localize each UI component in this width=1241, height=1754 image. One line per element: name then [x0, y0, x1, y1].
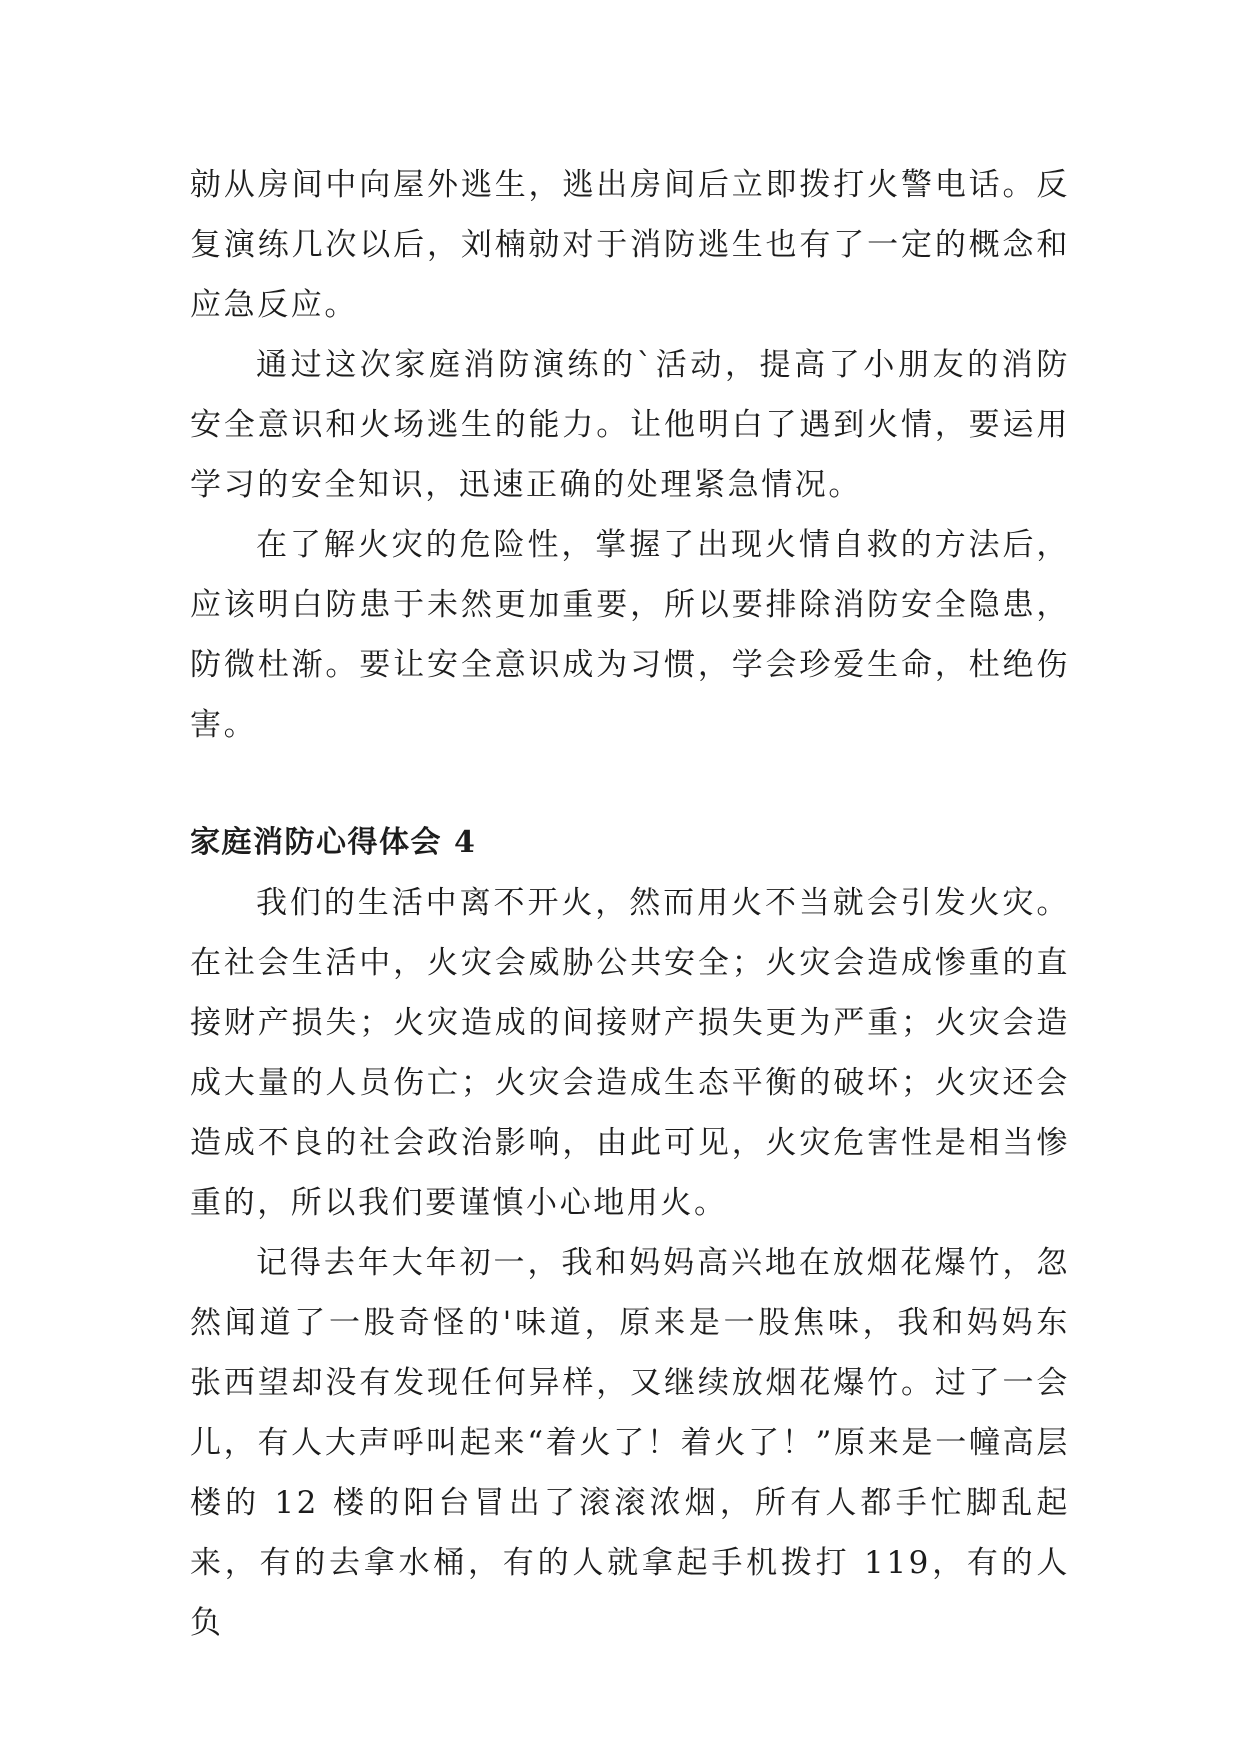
paragraph-new-year-story: 记得去年大年初一，我和妈妈高兴地在放烟花爆竹，忽然闻道了一股奇怪的'味道，原来是一股焦味，我和妈妈东张西望却没有发现任何异样，又继续放烟花爆竹。过了一会儿，有人大声呼叫起来“着火了！着火了！”原来是一幢高层楼的 12 楼的阳台冒出了滚滚浓烟，所有人都手忙脚乱起来，有的去拿水桶，有的人就拿起手机拨打 119，有的人负	[190, 1245, 1070, 1641]
section-heading: 家庭消防心得体会 4	[190, 825, 477, 860]
paragraph-drill-result: 通过这次家庭消防演练的`活动，提高了小朋友的消防安全意识和火场逃生的能力。让他明白了遇到火情，要运用学习的安全知识，迅速正确的处理紧急情况。	[190, 347, 1070, 503]
paragraph-prevention: 在了解火灾的危险性，掌握了出现火情自救的方法后，应该明白防患于未然更加重要，所以要排除消防安全隐患，防微杜渐。要让安全意识成为习惯，学会珍爱生命，杜绝伤害。	[190, 527, 1070, 743]
paragraph-fire-hazards: 我们的生活中离不开火，然而用火不当就会引发火灾。在社会生活中，火灾会威胁公共安全；火灾会造成惨重的直接财产损失；火灾造成的间接财产损失更为严重；火灾会造成大量的人员伤亡；火灾会造成生态平衡的破坏；火灾还会造成不良的社会政治影响，由此可见，火灾危害性是相当惨重的，所以我们要谨慎小心地用火。	[190, 885, 1070, 1221]
paragraph-continued: 勍从房间中向屋外逃生，逃出房间后立即拨打火警电话。反复演练几次以后，刘楠勍对于消防逃生也有了一定的概念和应急反应。	[190, 167, 1070, 323]
document-body	[190, 155, 1070, 1653]
